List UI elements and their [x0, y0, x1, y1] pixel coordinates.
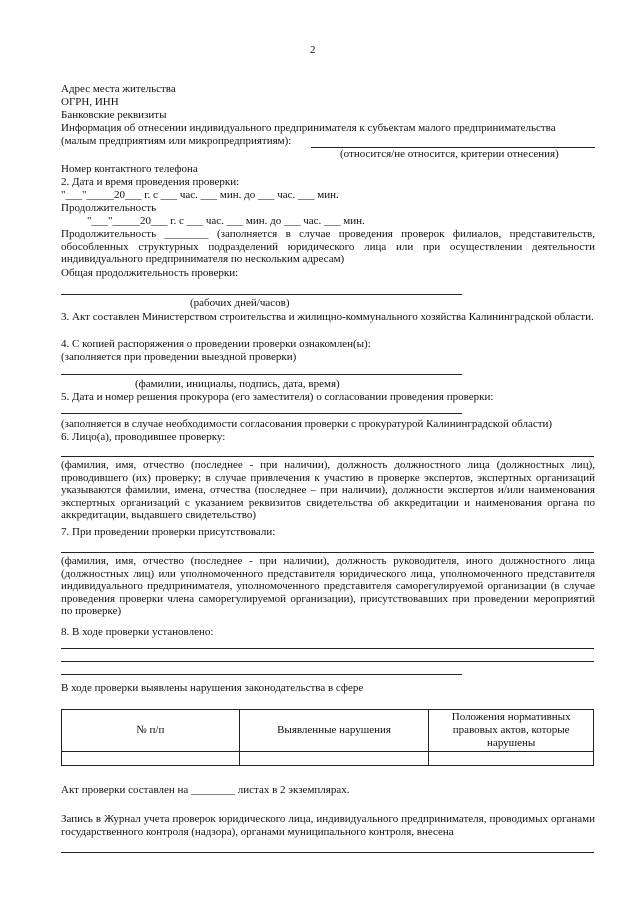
- violations-label: В ходе проверки выявлены нарушения законодательства в сфере: [61, 682, 364, 694]
- info-label-2: (малым предприятиям или микропредприятиям):: [61, 135, 292, 147]
- section-6: 6. Лицо(а), проводившее проверку:: [61, 431, 226, 443]
- table-row: [62, 752, 594, 766]
- section-8-blank-2: [61, 661, 594, 662]
- address-label: Адрес места жительства: [61, 83, 176, 95]
- info-hint: (относится/не относится, критерии отнесения): [340, 148, 559, 160]
- section-4-blank: [61, 374, 462, 375]
- section-5-hint: (заполняется в случае необходимости согласования проверки с прокуратурой Калининградской области): [61, 418, 553, 430]
- violations-table: [61, 709, 594, 766]
- section-4: 4. С копией распоряжения о проведении проверки ознакомлен(ы):: [61, 338, 371, 350]
- section-8: 8. В ходе проверки установлено:: [61, 626, 214, 638]
- section-5: 5. Дата и номер решения прокурора (его заместителя) о согласовании проведения проверки:: [61, 391, 494, 403]
- col-header-violations: Выявленные нарушения: [239, 710, 429, 752]
- section-8-blank-3: [61, 674, 462, 675]
- section-7-hint: (фамилия, имя, отчество (последнее - при наличии), должность руководителя, иного должностного лица (должностных лиц) или уполномоченного представителя юридического лица, уполномоченного представителя индивидуального предпринимателя, уполномоченного представителя саморегулируемой организации (в случае проведения проверки члена саморегулируемой организации), присутствовавших при проведении мероприятий по проверке): [61, 555, 595, 618]
- col-header-acts: Положения нормативных правовых актов, которые нарушены: [429, 710, 594, 752]
- journal-entry-text: Запись в Журнал учета проверок юридического лица, индивидуального предпринимателя, проводимых органами государственного контроля (надзора), органами муниципального контроля, внесена: [61, 813, 595, 838]
- bank-label: Банковские реквизиты: [61, 109, 167, 121]
- table-header-row: [62, 710, 594, 752]
- info-label: Информация об отнесении индивидуального предпринимателя к субъектам малого предпринимательства: [61, 122, 556, 134]
- ogrn-label: ОГРН, ИНН: [61, 96, 119, 108]
- section-6-hint: (фамилия, имя, отчество (последнее - при наличии), должность должностного лица (должностных лиц), проводившего (их) проверку; в случае привлечения к участию в проверке экспертов, экспертных организаций указываются фамилии, имена, отчества (последнее – при наличии), должности экспертов и/или наименования экспертных организаций с указанием реквизитов свидетельства об аккредитации и наименования органа по аккредитации, выдавшего свидетельство): [61, 459, 595, 522]
- section-3: 3. Акт составлен Министерством строительства и жилищно-коммунального хозяйства Калининградской области.: [61, 311, 594, 323]
- workdays-hint: (рабочих дней/часов): [190, 297, 290, 309]
- section-4-hint: (заполняется при проведении выездной проверки): [61, 351, 297, 363]
- table-cell: [429, 752, 594, 766]
- col-header-number: № п/п: [62, 710, 240, 752]
- journal-blank: [61, 852, 594, 853]
- phone-label: Номер контактного телефона: [61, 163, 198, 175]
- section-6-blank: [61, 456, 594, 457]
- date-time-line-1: "___"_____20___ г. с ___ час. ___ мин. до ___ час. ___ мин.: [61, 189, 339, 201]
- duration-label: Продолжительность: [61, 202, 157, 214]
- section-7-blank: [61, 552, 594, 553]
- section-2-title: 2. Дата и время проведения проверки:: [61, 176, 240, 188]
- page-number: 2: [310, 44, 316, 56]
- table-cell: [239, 752, 429, 766]
- section-4-fio-hint: (фамилии, инициалы, подпись, дата, время): [135, 378, 340, 390]
- section-5-blank: [61, 413, 462, 414]
- section-7: 7. При проведении проверки присутствовали:: [61, 526, 276, 538]
- total-duration-blank: [61, 294, 462, 295]
- section-8-blank-1: [61, 648, 594, 649]
- date-time-line-2: "___"_____20___ г. с ___ час. ___ мин. до ___ час. ___ мин.: [87, 215, 365, 227]
- total-duration-label: Общая продолжительность проверки:: [61, 267, 239, 279]
- duration-note: Продолжительность ________ (заполняется в случае проведения проверок филиалов, представительств, обособленных структурных подразделений юридического лица или при осуществлении деятельности индивидуального предпринимателя по нескольким адресам): [61, 228, 595, 266]
- act-sheets-line: Акт проверки составлен на ________ листах в 2 экземплярах.: [61, 784, 350, 796]
- table-cell: [62, 752, 240, 766]
